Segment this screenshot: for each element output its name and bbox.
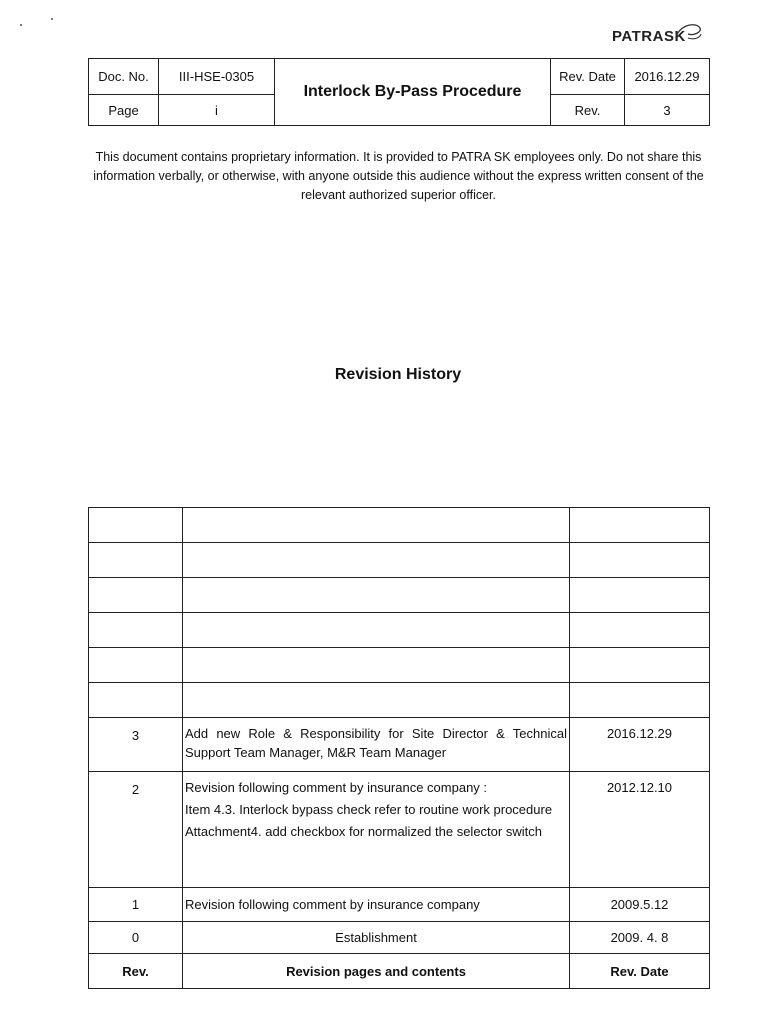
rev-number: 2 bbox=[89, 772, 183, 888]
rev-date: 2016.12.29 bbox=[570, 718, 710, 772]
page-value: i bbox=[159, 95, 275, 126]
column-header-contents: Revision pages and contents bbox=[183, 954, 570, 989]
rev-date: 2009. 4. 8 bbox=[570, 922, 710, 954]
table-row bbox=[89, 922, 710, 954]
table-row bbox=[89, 772, 710, 888]
rev-number: 3 bbox=[89, 718, 183, 772]
doc-no-label: Doc. No. bbox=[89, 59, 159, 95]
rev-date-label: Rev. Date bbox=[551, 59, 625, 95]
rev-number: 1 bbox=[89, 888, 183, 922]
doc-no-value: III-HSE-0305 bbox=[159, 59, 275, 95]
scan-speck bbox=[51, 18, 53, 20]
rev-date-value: 2016.12.29 bbox=[625, 59, 710, 95]
revision-contents: Establishment bbox=[183, 922, 570, 954]
revision-contents bbox=[183, 718, 570, 772]
section-title: Revision History bbox=[334, 366, 462, 383]
revision-line: Revision following comment by insurance company : bbox=[185, 780, 488, 795]
scan-speck bbox=[20, 24, 22, 26]
revision-line: Add new Role & Responsibility for Site Director & Technical Support Team Manager, M&R Team Manager bbox=[185, 726, 567, 760]
table-header-row bbox=[89, 954, 710, 989]
empty-row bbox=[89, 683, 710, 718]
empty-row bbox=[89, 613, 710, 648]
column-header-date: Rev. Date bbox=[570, 954, 710, 989]
page-label: Page bbox=[89, 95, 159, 126]
revision-contents bbox=[183, 772, 570, 888]
rev-value: 3 bbox=[625, 95, 710, 126]
rev-date: 2012.12.10 bbox=[570, 772, 710, 888]
empty-row bbox=[89, 543, 710, 578]
empty-row bbox=[89, 508, 710, 543]
rev-date: 2009.5.12 bbox=[570, 888, 710, 922]
logo-swoosh-icon bbox=[674, 22, 704, 44]
document-header-table bbox=[88, 58, 710, 126]
empty-row bbox=[89, 578, 710, 613]
table-row bbox=[89, 888, 710, 922]
logo-text: PATRASK bbox=[612, 28, 686, 45]
table-row bbox=[89, 718, 710, 772]
revision-contents: Revision following comment by insurance company bbox=[183, 888, 570, 922]
revision-line: Item 4.3. Interlock bypass check refer to routine work procedure bbox=[185, 802, 553, 817]
revision-history-table bbox=[88, 507, 710, 989]
column-header-rev: Rev. bbox=[89, 954, 183, 989]
rev-number: 0 bbox=[89, 922, 183, 954]
proprietary-notice: This document contains proprietary information. It is provided to PATRA SK employees only. Do not share this information verbally, or otherwise, with anyone outside this audience without the express written consent of the relevant authorized superior officer. bbox=[93, 150, 704, 202]
revision-line: Attachment4. add checkbox for normalized the selector switch bbox=[185, 824, 542, 839]
company-logo bbox=[612, 28, 686, 45]
document-title: Interlock By-Pass Procedure bbox=[275, 59, 551, 126]
empty-row bbox=[89, 648, 710, 683]
rev-label: Rev. bbox=[551, 95, 625, 126]
